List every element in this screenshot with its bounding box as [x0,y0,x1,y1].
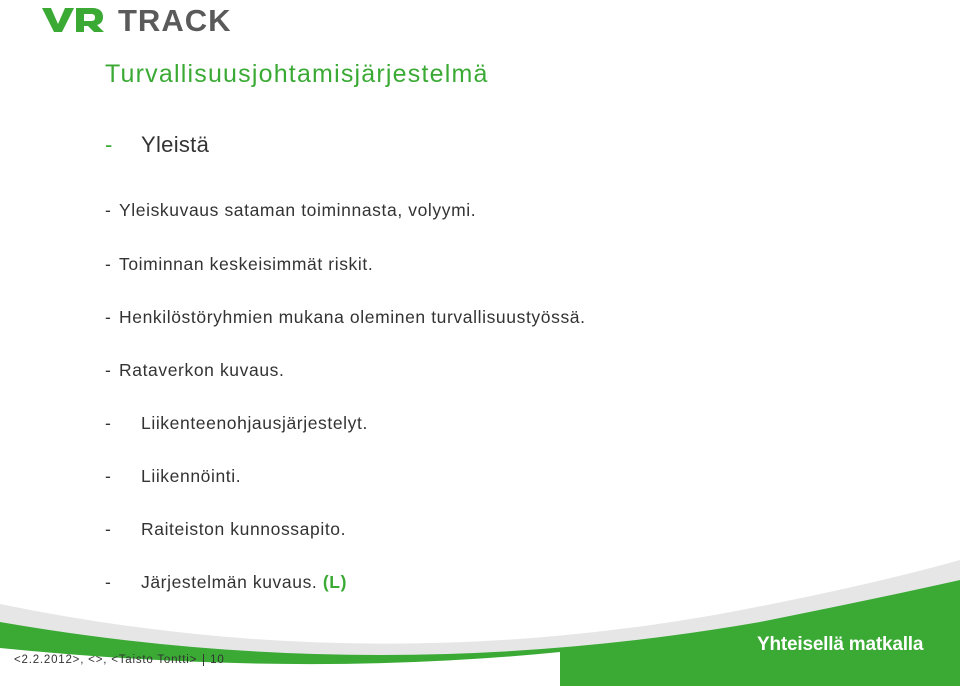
list-item-text: Toiminnan keskeisimmät riskit. [119,254,374,274]
logo-track-text: TRACK [118,3,232,34]
page-title: Turvallisuusjohtamisjärjestelmä [105,60,489,88]
list-item [105,360,284,381]
bullet-dash: - [105,200,112,220]
bullet-dash: - [105,466,112,486]
vr-track-logo [40,2,272,34]
list-item-text: Liikennöinti. [141,466,242,486]
slogan: Yhteisellä matkalla [757,634,924,655]
list-item-text: Järjestelmän kuvaus. [141,572,318,592]
bullet-dash: - [105,307,112,327]
list-item-text: Liikenteenohjausjärjestelyt. [141,413,368,433]
list-item-text: Yleiskuvaus sataman toiminnasta, volyymi. [119,200,477,220]
list-item [105,254,373,275]
list-item-text: Raiteiston kunnossapito. [141,519,347,539]
list-item [105,200,476,221]
list-item [105,413,368,434]
list-item [105,466,241,487]
heading-item-label: Yleistä [141,132,210,157]
bullet-dash: - [105,360,112,380]
list-item [105,519,346,540]
bullet-dash: - [105,572,112,592]
heading-item [105,132,209,158]
bullet-dash: - [105,132,113,157]
list-item-tag: (L) [322,572,348,592]
footer-info [14,654,225,666]
footer-band [0,560,960,686]
list-item [105,307,586,328]
list-item-text: Henkilöstöryhmien mukana oleminen turvallisuustyössä. [119,307,586,327]
bullet-dash: - [105,519,112,539]
bullet-dash: - [105,254,112,274]
vr-logo-mark [42,8,104,32]
page-number: 10 [203,654,224,666]
footer-meta: <2.2.2012>, <>, <Taisto Tontti> [14,654,198,666]
bullet-dash: - [105,413,112,433]
list-item-text: Rataverkon kuvaus. [119,360,285,380]
